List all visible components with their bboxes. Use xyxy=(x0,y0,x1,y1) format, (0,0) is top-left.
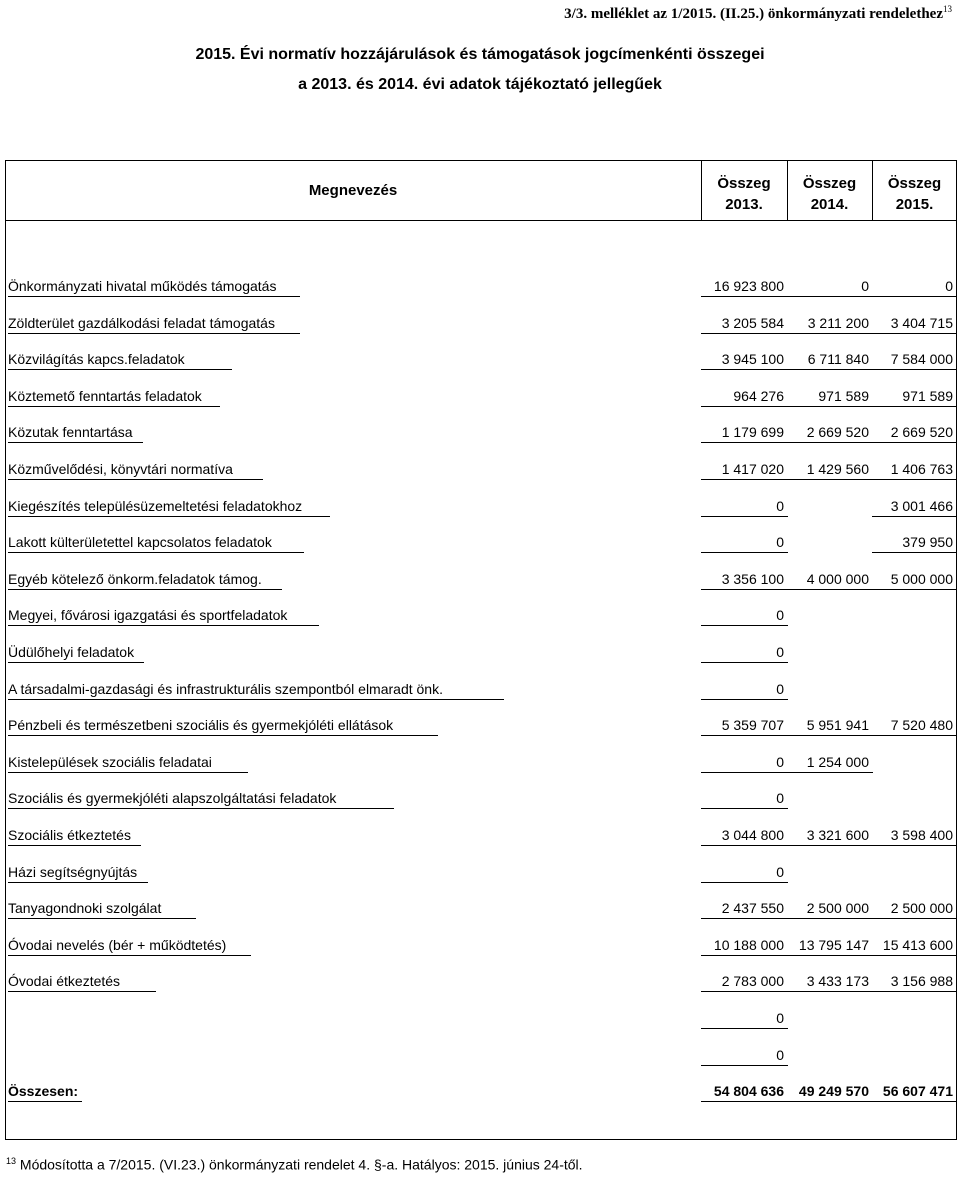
value-2015: 5 000 000 xyxy=(890,571,953,587)
value-underline xyxy=(787,918,873,919)
row-label: Tanyagondnoki szolgálat xyxy=(8,900,162,916)
column-header-2015-year: 2015. xyxy=(895,196,934,213)
value-underline xyxy=(701,1028,788,1029)
row-label: Kiegészítés településüzemeltetési feladatokhoz xyxy=(8,498,303,514)
table-row xyxy=(5,604,957,626)
value-2014: 3 211 200 xyxy=(807,315,869,331)
value-underline xyxy=(872,479,957,480)
row-label: A társadalmi-gazdasági és infrastrukturális szempontból elmaradt önk. xyxy=(8,681,443,697)
footnote-text: Módosította a 7/2015. (VI.23.) önkormányzati rendelet 4. §-a. Hatályos: 2015. június 24-től. xyxy=(16,1156,583,1173)
value-2013: 964 276 xyxy=(733,388,784,404)
value-underline xyxy=(872,1101,957,1102)
value-underline xyxy=(701,406,788,407)
column-header-2013-year: 2013. xyxy=(725,196,763,213)
row-label: Közművelődési, könyvtári normatíva xyxy=(8,461,233,477)
value-2014: 4 000 000 xyxy=(806,571,869,587)
value-underline xyxy=(872,845,957,846)
table-row xyxy=(5,568,957,590)
table-row xyxy=(5,385,957,407)
row-label: Pénzbeli és természetbeni szociális és gyermekjóléti ellátások xyxy=(8,717,394,733)
value-underline xyxy=(787,369,873,370)
row-label: Önkormányzati hivatal működés támogatás xyxy=(8,278,277,294)
value-underline xyxy=(872,552,957,553)
value-2013: 3 205 584 xyxy=(721,315,784,331)
column-header-2014 xyxy=(787,173,872,215)
table-row xyxy=(5,970,957,992)
value-underline xyxy=(701,1065,788,1066)
value-underline xyxy=(701,882,788,883)
value-2014: 3 321 600 xyxy=(806,827,869,843)
value-2013: 0 xyxy=(776,607,784,623)
value-2014: 5 951 941 xyxy=(806,717,869,733)
value-underline xyxy=(872,333,957,334)
table-row xyxy=(5,495,957,517)
value-2013: 0 xyxy=(776,754,784,770)
value-underline xyxy=(701,552,788,553)
annex-reference-text: 3/3. melléklet az 1/2015. (II.25.) önkormányzati rendelethez xyxy=(564,6,943,22)
value-2013: 3 356 100 xyxy=(721,571,784,587)
value-2014: 6 711 840 xyxy=(807,351,869,367)
value-underline xyxy=(872,735,957,736)
value-2015: 3 156 988 xyxy=(890,973,953,989)
value-2013: 1 179 699 xyxy=(721,424,784,440)
value-2015: 3 001 466 xyxy=(890,498,953,514)
document-title: 2015. Évi normatív hozzájárulások és támogatások jogcímenkénti összegei xyxy=(195,46,765,63)
row-label: Közutak fenntartása xyxy=(8,424,133,440)
row-label-underline xyxy=(8,918,196,919)
value-2015: 56 607 471 xyxy=(882,1083,953,1099)
value-2015: 3 598 400 xyxy=(890,827,953,843)
value-2013: 0 xyxy=(776,681,784,697)
table-row xyxy=(5,275,957,297)
value-underline xyxy=(701,955,788,956)
row-label: Zöldterület gazdálkodási feladat támogatás xyxy=(8,315,275,331)
value-2014: 13 795 147 xyxy=(798,937,869,953)
value-2013: 0 xyxy=(776,644,784,660)
value-underline xyxy=(701,662,788,663)
value-underline xyxy=(701,333,788,334)
value-underline xyxy=(701,479,788,480)
value-2014: 2 669 520 xyxy=(806,424,869,440)
value-underline xyxy=(701,991,788,992)
table-row xyxy=(5,787,957,809)
row-label: Kistelepülések szociális feladatai xyxy=(8,754,212,770)
row-label-underline xyxy=(8,369,232,370)
row-label: Szociális és gyermekjóléti alapszolgáltatási feladatok xyxy=(8,790,337,806)
table-row xyxy=(5,641,957,663)
row-label: Köztemető fenntartás feladatok xyxy=(8,388,202,404)
footnote-sup: 13 xyxy=(6,1156,17,1166)
column-header-2013 xyxy=(701,173,787,215)
table-row xyxy=(5,678,957,700)
column-header-2014-label: Összeg xyxy=(802,175,857,192)
column-header-2014-year: 2014. xyxy=(810,196,849,213)
document-subtitle: a 2013. és 2014. évi adatok tájékoztató jellegűek xyxy=(298,76,662,93)
table-row xyxy=(5,897,957,919)
value-2013: 16 923 800 xyxy=(713,278,784,294)
table-row xyxy=(5,714,957,736)
row-label: Összesen: xyxy=(8,1083,79,1099)
row-label-underline xyxy=(8,333,300,334)
value-underline xyxy=(872,955,957,956)
value-underline xyxy=(872,991,957,992)
table-row xyxy=(5,751,957,773)
value-2015: 0 xyxy=(945,278,953,294)
row-label-underline xyxy=(8,625,319,626)
table-row xyxy=(5,1007,957,1029)
table-row xyxy=(5,824,957,846)
value-2013: 2 437 550 xyxy=(721,900,784,916)
row-label: Óvodai nevelés (bér + működtetés) xyxy=(8,937,227,953)
row-label-underline xyxy=(8,772,248,773)
table-row xyxy=(5,861,957,883)
row-label-underline xyxy=(8,296,300,297)
value-underline xyxy=(787,845,873,846)
row-label-underline xyxy=(8,516,330,517)
value-2013: 0 xyxy=(776,1047,784,1063)
value-underline xyxy=(787,333,873,334)
value-2014: 49 249 570 xyxy=(798,1083,869,1099)
value-2015: 3 404 715 xyxy=(890,315,953,331)
table-row xyxy=(5,421,957,443)
value-2014: 1 429 560 xyxy=(806,461,869,477)
value-2015: 971 589 xyxy=(902,388,953,404)
value-2015: 2 500 000 xyxy=(890,900,953,916)
value-2013: 2 783 000 xyxy=(721,973,784,989)
row-label-underline xyxy=(8,699,504,700)
value-2013: 0 xyxy=(776,790,784,806)
table-row xyxy=(5,458,957,480)
value-underline xyxy=(787,296,873,297)
value-2015: 1 406 763 xyxy=(890,461,953,477)
value-2014: 0 xyxy=(861,278,869,294)
row-label: Megyei, fővárosi igazgatási és sportfeladatok xyxy=(8,607,288,623)
row-label-underline xyxy=(8,552,304,553)
value-underline xyxy=(787,1101,873,1102)
table-border-bottom xyxy=(5,1139,957,1140)
value-2015: 7 520 480 xyxy=(890,717,953,733)
row-label-underline xyxy=(8,589,282,590)
value-underline xyxy=(787,406,873,407)
value-2013: 3 945 100 xyxy=(721,351,784,367)
value-2014: 971 589 xyxy=(818,388,869,404)
footnote xyxy=(6,1156,583,1173)
value-2013: 3 044 800 xyxy=(721,827,784,843)
table-row xyxy=(5,531,957,553)
value-2014: 3 433 173 xyxy=(806,973,869,989)
column-header-2013-label: Összeg xyxy=(717,175,771,192)
value-underline xyxy=(787,442,873,443)
table-row xyxy=(5,348,957,370)
value-underline xyxy=(701,369,788,370)
row-label: Szociális étkeztetés xyxy=(8,827,131,843)
row-label: Üdülőhelyi feladatok xyxy=(8,644,135,660)
value-2013: 0 xyxy=(776,498,784,514)
column-header-2015 xyxy=(872,173,957,215)
row-label: Lakott külterületettel kapcsolatos feladatok xyxy=(8,534,272,550)
row-label-underline xyxy=(8,479,263,480)
row-label-underline xyxy=(8,991,156,992)
row-label-underline xyxy=(8,662,144,663)
value-underline xyxy=(701,845,788,846)
table-header-divider xyxy=(5,220,957,221)
value-2013: 5 359 707 xyxy=(721,717,784,733)
value-2015: 379 950 xyxy=(902,534,953,550)
table-row xyxy=(5,934,957,956)
column-header-2015-label: Összeg xyxy=(887,175,942,192)
value-underline xyxy=(701,625,788,626)
value-2013: 10 188 000 xyxy=(713,937,784,953)
value-2013: 0 xyxy=(776,534,784,550)
value-underline xyxy=(787,735,873,736)
row-label-underline xyxy=(8,955,251,956)
row-label: Házi segítségnyújtás xyxy=(8,864,138,880)
table-row xyxy=(5,1044,957,1066)
value-underline xyxy=(872,516,957,517)
value-2015: 7 584 000 xyxy=(890,351,953,367)
value-2013: 0 xyxy=(776,864,784,880)
value-underline xyxy=(787,479,873,480)
value-underline xyxy=(701,442,788,443)
value-underline xyxy=(701,735,788,736)
value-2013: 54 804 636 xyxy=(713,1083,784,1099)
row-label-underline xyxy=(8,808,394,809)
value-underline xyxy=(701,918,788,919)
value-2015: 15 413 600 xyxy=(882,937,953,953)
value-underline xyxy=(872,406,957,407)
value-underline xyxy=(872,589,957,590)
row-label: Közvilágítás kapcs.feladatok xyxy=(8,351,185,367)
row-label-underline xyxy=(8,1101,82,1102)
table-row xyxy=(5,1080,957,1102)
value-2014: 2 500 000 xyxy=(806,900,869,916)
value-2013: 0 xyxy=(776,1010,784,1026)
row-label-underline xyxy=(8,442,143,443)
value-underline xyxy=(787,772,873,773)
value-underline xyxy=(787,955,873,956)
value-2015: 2 669 520 xyxy=(890,424,953,440)
table-row xyxy=(5,312,957,334)
value-underline xyxy=(787,991,873,992)
value-underline xyxy=(872,296,957,297)
row-label: Óvodai étkeztetés xyxy=(8,973,121,989)
value-underline xyxy=(701,699,788,700)
value-underline xyxy=(872,918,957,919)
annex-reference xyxy=(564,4,952,23)
row-label-underline xyxy=(8,882,148,883)
value-underline xyxy=(701,296,788,297)
annex-reference-sup: 13 xyxy=(943,4,952,14)
value-2013: 1 417 020 xyxy=(721,461,784,477)
value-underline xyxy=(701,772,788,773)
value-2014: 1 254 000 xyxy=(806,754,869,770)
row-label-underline xyxy=(8,735,438,736)
value-underline xyxy=(701,808,788,809)
value-underline xyxy=(872,442,957,443)
value-underline xyxy=(787,589,873,590)
value-underline xyxy=(701,1101,788,1102)
value-underline xyxy=(701,516,788,517)
row-label-underline xyxy=(8,845,141,846)
column-header-name: Megnevezés xyxy=(308,182,398,199)
row-label-underline xyxy=(8,406,220,407)
value-underline xyxy=(872,369,957,370)
value-underline xyxy=(701,589,788,590)
table-border-top xyxy=(5,160,957,161)
row-label: Egyéb kötelező önkorm.feladatok támog. xyxy=(8,571,262,587)
